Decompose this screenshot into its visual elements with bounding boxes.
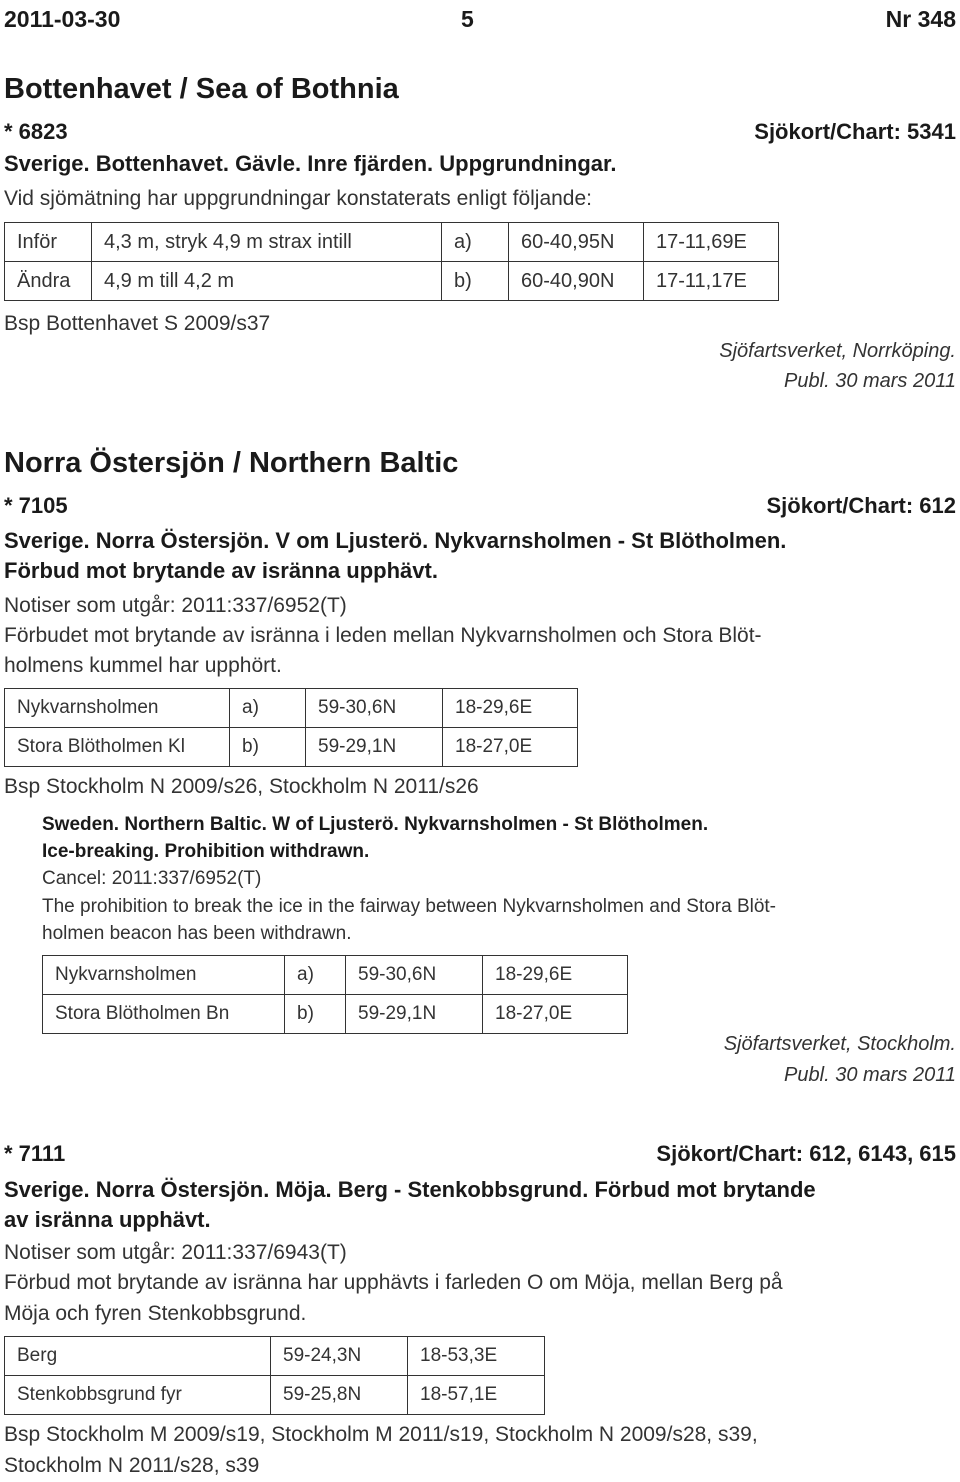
chart-ref-6823: Sjökort/Chart: 5341	[754, 119, 956, 144]
table-cell: Inför	[5, 223, 92, 262]
notice-subject-7105: Sverige. Norra Östersjön. V om Ljusterö. Nykvarnsholmen - St Blötholmen.	[4, 528, 787, 553]
english-text-7105: The prohibition to break the ice in the fairway between Nykvarnsholmen and Stora Blöt-	[42, 896, 777, 917]
table-cell: Berg	[5, 1337, 271, 1376]
table-row	[43, 995, 628, 1034]
table-cell: 18-29,6E	[443, 689, 578, 728]
cancel-notice-7105: Notiser som utgår: 2011:337/6952(T)	[4, 594, 347, 617]
table-cell: 17-11,17E	[644, 262, 779, 301]
table-cell: b)	[230, 728, 306, 767]
table-cell: a)	[230, 689, 306, 728]
table-row	[5, 262, 779, 301]
notice-subject-7111-line2: av isränna upphävt.	[4, 1207, 211, 1232]
table-cell: 18-57,1E	[408, 1376, 545, 1415]
notice-subject-7105-line2: Förbud mot brytande av isränna upphävt.	[4, 558, 438, 583]
section-title-northern-baltic: Norra Östersjön / Northern Baltic	[4, 447, 459, 479]
notice-intro-6823: Vid sjömätning har uppgrundningar konstaterats enligt följande:	[4, 187, 592, 210]
table-cell: 60-40,90N	[509, 262, 644, 301]
table-cell: 59-24,3N	[271, 1337, 408, 1376]
notice-number-6823: * 6823	[4, 119, 68, 144]
table-cell: a)	[285, 956, 346, 995]
table-cell: 59-25,8N	[271, 1376, 408, 1415]
notice-subject-7111: Sverige. Norra Östersjön. Möja. Berg - Stenkobbsgrund. Förbud mot brytande	[4, 1177, 816, 1202]
cancel-notice-7111: Notiser som utgår: 2011:337/6943(T)	[4, 1241, 347, 1264]
table-cell: b)	[285, 995, 346, 1034]
notice-text-7111-line2: Möja och fyren Stenkobbsgrund.	[4, 1302, 307, 1325]
position-table-7105	[4, 688, 578, 767]
table-cell: 17-11,69E	[644, 223, 779, 262]
table-cell: 18-29,6E	[483, 956, 628, 995]
notice-text-7105: Förbudet mot brytande av isränna i leden mellan Nykvarnsholmen och Stora Blöt-	[4, 624, 762, 647]
table-cell: 4,9 m till 4,2 m	[92, 262, 442, 301]
publication-date-7105: Publ. 30 mars 2011	[784, 1064, 956, 1086]
table-cell: Stora Blötholmen Kl	[5, 728, 230, 767]
table-row	[5, 223, 779, 262]
table-row	[5, 689, 578, 728]
table-row	[5, 1376, 545, 1415]
table-cell: 18-27,0E	[443, 728, 578, 767]
table-cell: Ändra	[5, 262, 92, 301]
chart-ref-7111: Sjökort/Chart: 612, 6143, 615	[656, 1141, 956, 1166]
table-cell: Nykvarnsholmen	[43, 956, 285, 995]
table-cell: 59-29,1N	[346, 995, 483, 1034]
english-position-table-7105	[42, 955, 628, 1034]
position-table-6823	[4, 222, 779, 301]
table-cell: 59-30,6N	[346, 956, 483, 995]
notice-number-7111: * 7111	[4, 1141, 66, 1166]
table-cell: Stora Blötholmen Bn	[43, 995, 285, 1034]
chart-bsp-7111: Bsp Stockholm M 2009/s19, Stockholm M 2011/s19, Stockholm N 2009/s28, s39,	[4, 1423, 758, 1446]
chart-bsp-7105: Bsp Stockholm N 2009/s26, Stockholm N 2011/s26	[4, 775, 479, 798]
issuer-7105: Sjöfartsverket, Stockholm.	[723, 1033, 956, 1055]
table-cell: 59-29,1N	[306, 728, 443, 767]
table-row	[5, 728, 578, 767]
section-title-bothnia: Bottenhavet / Sea of Bothnia	[4, 73, 399, 105]
english-subject-7105-line2: Ice-breaking. Prohibition withdrawn.	[42, 841, 370, 862]
position-table-7111	[4, 1336, 545, 1415]
notice-text-7105-line2: holmens kummel har upphört.	[4, 654, 282, 677]
table-cell: b)	[442, 262, 509, 301]
table-row	[43, 956, 628, 995]
table-cell: 18-27,0E	[483, 995, 628, 1034]
table-cell: 60-40,95N	[509, 223, 644, 262]
english-text-7105-line2: holmen beacon has been withdrawn.	[42, 923, 352, 944]
table-cell: 18-53,3E	[408, 1337, 545, 1376]
page-number: 5	[461, 6, 474, 32]
table-cell: Nykvarnsholmen	[5, 689, 230, 728]
issue-number: Nr 348	[885, 6, 956, 32]
notice-text-7111: Förbud mot brytande av isränna har upphävts i farleden O om Möja, mellan Berg på	[4, 1271, 783, 1294]
issuer-6823: Sjöfartsverket, Norrköping.	[719, 340, 956, 362]
english-cancel-7105: Cancel: 2011:337/6952(T)	[42, 868, 262, 889]
chart-ref-7105: Sjökort/Chart: 612	[766, 493, 956, 518]
table-cell: a)	[442, 223, 509, 262]
chart-bsp-6823: Bsp Bottenhavet S 2009/s37	[4, 312, 271, 335]
header-date: 2011-03-30	[4, 6, 121, 32]
chart-bsp-7111-line2: Stockholm N 2011/s28, s39	[4, 1454, 260, 1477]
notice-number-7105: * 7105	[4, 493, 68, 518]
english-subject-7105: Sweden. Northern Baltic. W of Ljusterö. Nykvarnsholmen - St Blötholmen.	[42, 814, 709, 835]
table-cell: 59-30,6N	[306, 689, 443, 728]
table-cell: 4,3 m, stryk 4,9 m strax intill	[92, 223, 442, 262]
table-row	[5, 1337, 545, 1376]
notice-subject-6823: Sverige. Bottenhavet. Gävle. Inre fjärden. Uppgrundningar.	[4, 151, 617, 176]
table-cell: Stenkobbsgrund fyr	[5, 1376, 271, 1415]
publication-date-6823: Publ. 30 mars 2011	[784, 370, 956, 392]
